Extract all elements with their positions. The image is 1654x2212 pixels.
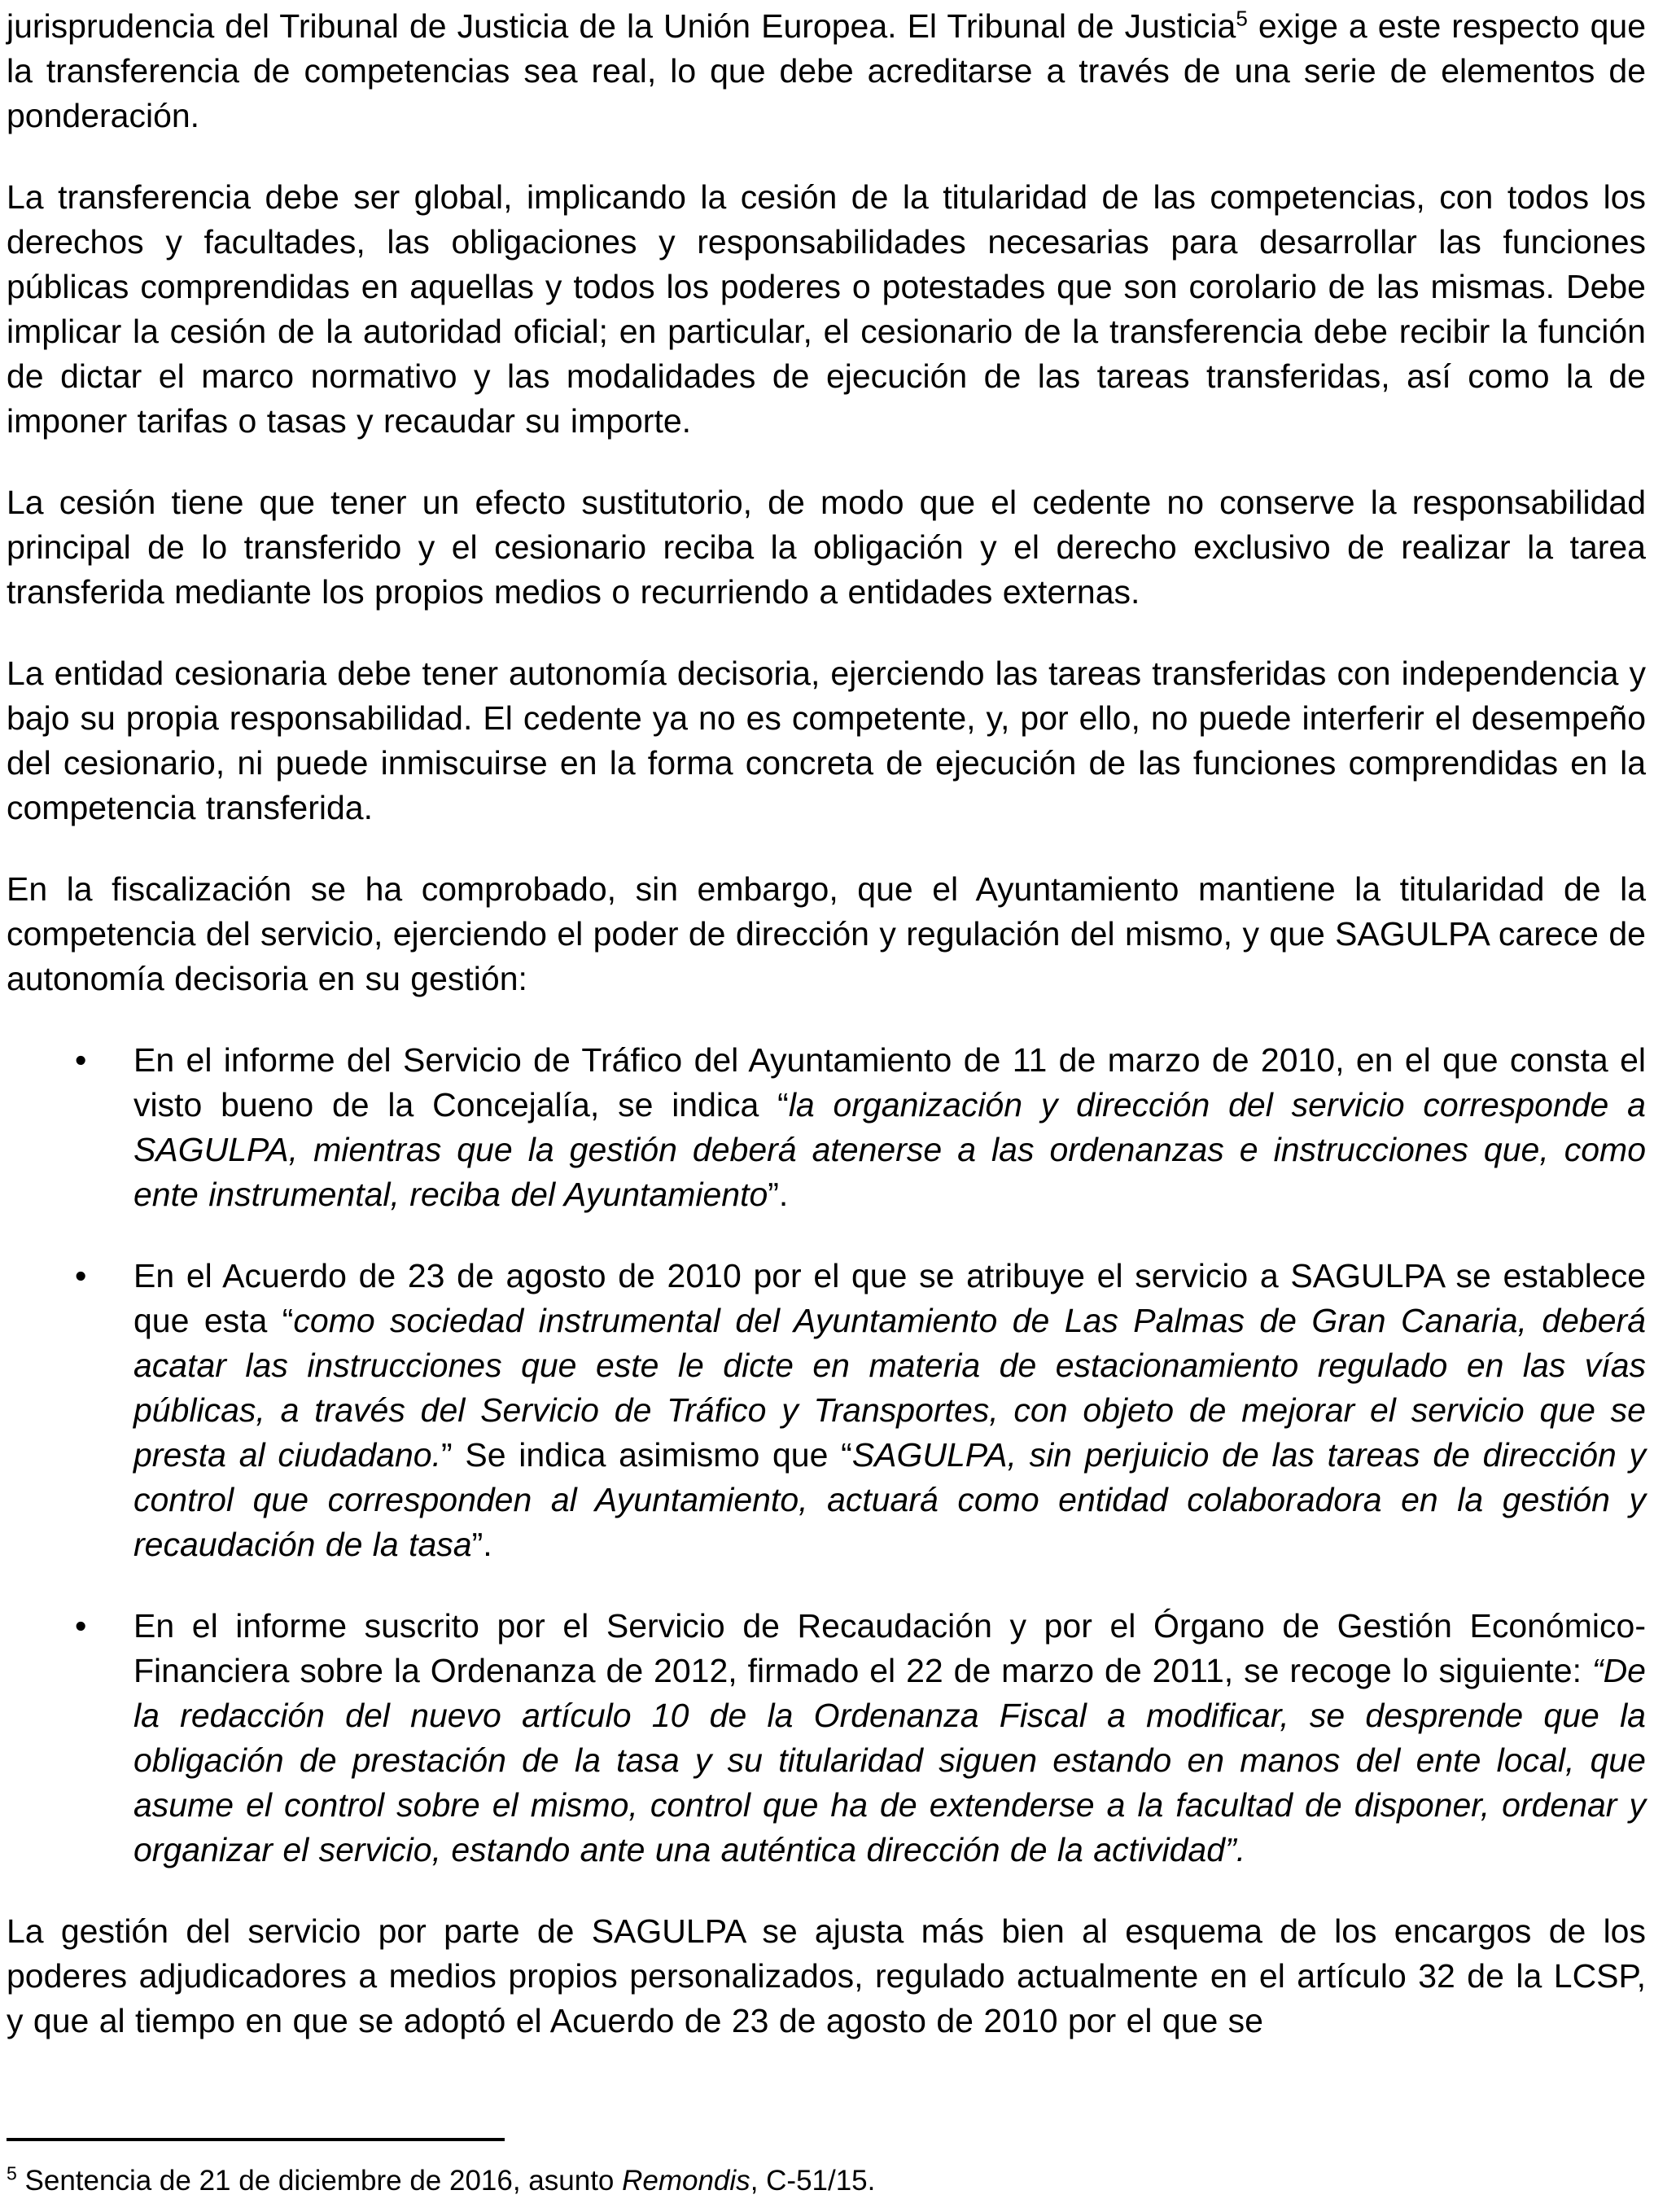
text-run: ” Se indica asimismo que “ xyxy=(440,1436,852,1474)
paragraph xyxy=(7,867,1646,1001)
text-run: jurisprudencia del Tribunal de Justicia de la Unión Europea. El Tribunal de Justicia xyxy=(7,7,1236,45)
text-run: Remondis xyxy=(622,2165,750,2197)
footnote-marker: 5 xyxy=(7,2162,17,2184)
text-run: En el informe suscrito por el Servicio de Recaudación y por el Órgano de Gestión Económico-Financiera sobre la Ordenanza de 2012, firmado el 22 de marzo de 2011, se recoge lo siguiente: xyxy=(133,1607,1646,1689)
paragraph xyxy=(7,480,1646,615)
text-run: , C-51/15. xyxy=(750,2165,876,2197)
bullet-text xyxy=(133,1604,1646,1873)
text-run: exige a este respecto que la transferencia de competencias sea real, lo que debe acreditarse a través de una serie de elementos de ponderación. xyxy=(7,7,1647,134)
text-run: En la fiscalización se ha comprobado, sin embargo, que el Ayuntamiento mantiene la titularidad de la competencia del servicio, ejerciendo el poder de dirección y regulación del mismo, y que SAGULPA carece de autonomía decisoria en su gestión: xyxy=(7,870,1646,997)
footnote-text xyxy=(17,2165,876,2197)
bullet-item xyxy=(7,1604,1646,1873)
bullet-marker-icon: • xyxy=(75,1257,87,1294)
text-run: En el Acuerdo de 23 de agosto de 2010 por el que se atribuye el servicio a SAGULPA se establece que esta “ xyxy=(133,1257,1646,1339)
text-run: La entidad cesionaria debe tener autonomía decisoria, ejerciendo las tareas transferidas con independencia y bajo su propia responsabilidad. El cedente ya no es competente, y, por ello, no puede interferir el desempeño del cesionario, ni puede inmiscuirse en la forma concreta de ejecución de las funciones comprendidas en la competencia transferida. xyxy=(7,655,1646,826)
text-run: como sociedad instrumental del Ayuntamiento de Las Palmas de Gran Canaria, deberá acatar las instrucciones que este le dicte en materia de estacionamiento regulado en las vías públicas, a través del Servicio de Tráfico y Transportes, con objeto de mejorar el servicio que se presta al ciudadano. xyxy=(133,1302,1646,1474)
bullet-item xyxy=(7,1038,1646,1217)
footnote-reference: 5 xyxy=(1236,6,1248,31)
bullet-marker-icon: • xyxy=(75,1607,87,1645)
text-run: SAGULPA, sin perjuicio de las tareas de dirección y control que corresponden al Ayuntamiento, actuará como entidad colaboradora en la gestión y recaudación de la tasa xyxy=(133,1436,1647,1563)
text-run: “De la redacción del nuevo artículo 10 de la Ordenanza Fiscal a modificar, se desprende que la obligación de prestación de la tasa y su titularidad siguen estando en manos del ente local, que asume el control sobre el mismo, control que ha de extenderse a la facultad de disponer, ordenar y organizar el servicio, estando ante una auténtica dirección de la actividad”. xyxy=(133,1652,1646,1868)
text-run: Sentencia de 21 de diciembre de 2016, asunto xyxy=(16,2165,623,2197)
text-run: La transferencia debe ser global, implicando la cesión de la titularidad de las competencias, con todos los derechos y facultades, las obligaciones y responsabilidades necesarias para desarrollar las funciones públicas comprendidas en aquellas y todos los poderes o potestades que son corolario de las mismas. Debe implicar la cesión de la autoridad oficial; en particular, el cesionario de la transferencia debe recibir la función de dictar el marco normativo y las modalidades de ejecución de las tareas transferidas, así como la de imponer tarifas o tasas y recaudar su importe. xyxy=(7,178,1646,440)
paragraph xyxy=(7,1909,1646,2043)
text-run: ”. xyxy=(768,1176,789,1213)
bullet-item xyxy=(7,1254,1646,1567)
bullet-marker-icon: • xyxy=(75,1041,87,1079)
text-run: ”. xyxy=(471,1526,492,1563)
text-run: La cesión tiene que tener un efecto sustitutorio, de modo que el cedente no conserve la responsabilidad principal de lo transferido y el cesionario reciba la obligación y el derecho exclusivo de realizar la tarea transferida mediante los propios medios o recurriendo a entidades externas. xyxy=(7,484,1646,611)
paragraph xyxy=(7,651,1646,830)
paragraph xyxy=(7,4,1646,138)
bullet-text xyxy=(133,1254,1646,1567)
footnote-area xyxy=(7,2138,1646,2200)
text-run: En el informe del Servicio de Tráfico del Ayuntamiento de 11 de marzo de 2010, en el que consta el visto bueno de la Concejalía, se indica “ xyxy=(133,1041,1646,1124)
footnote-separator-rule xyxy=(7,2138,505,2141)
text-run: La gestión del servicio por parte de SAGULPA se ajusta más bien al esquema de los encargos de los poderes adjudicadores a medios propios personalizados, regulado actualmente en el artículo 32 de la LCSP, y que al tiempo en que se adoptó el Acuerdo de 23 de agosto de 2010 por el que se xyxy=(7,1912,1646,2039)
bullet-text xyxy=(133,1038,1646,1217)
text-run: la organización y dirección del servicio corresponde a SAGULPA, mientras que la gestión deberá atenerse a las ordenanzas e instrucciones que, como ente instrumental, reciba del Ayuntamiento xyxy=(133,1086,1646,1213)
footnote xyxy=(7,2162,1646,2200)
paragraph xyxy=(7,175,1646,444)
